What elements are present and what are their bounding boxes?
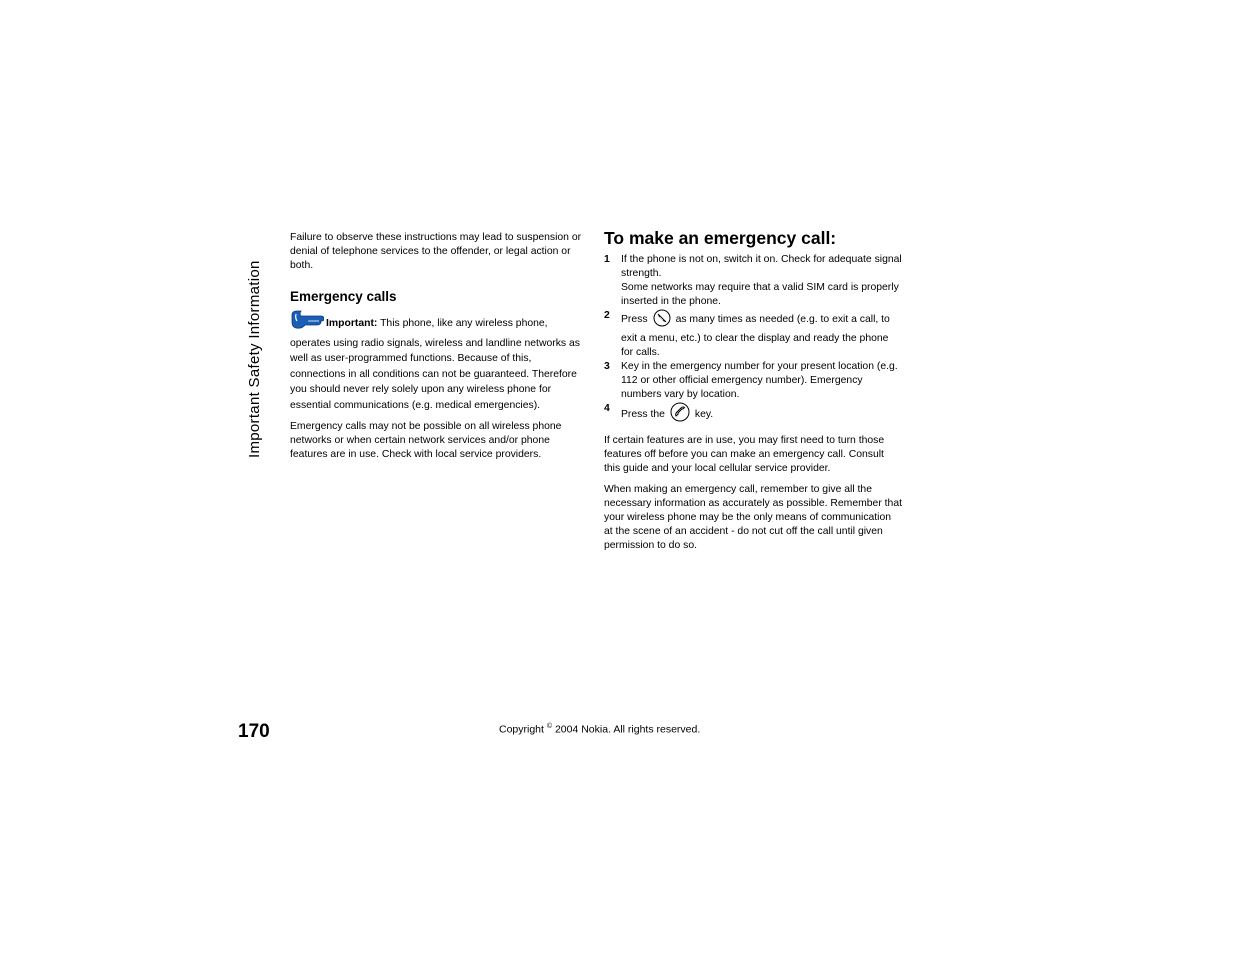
step-text: Key in the emergency number for your present location (e.g. 112 or other official emergency number). Emergency numbers vary by location. bbox=[621, 361, 898, 400]
copyright-notice: Copyright © 2004 Nokia. All rights reserved. bbox=[499, 723, 701, 736]
step-text-pre: Press bbox=[621, 314, 648, 325]
step-text-post: key. bbox=[694, 409, 714, 420]
call-key-icon bbox=[670, 402, 690, 427]
step-text-post: as many times as needed (e.g. to exit a call, to exit a menu, etc.) to clear the display and ready the phone for calls. bbox=[621, 314, 890, 358]
intro-paragraph: Failure to observe these instructions may lead to suspension or denial of telephone services to the offender, or legal action or both. bbox=[290, 232, 582, 271]
important-label: Important: bbox=[326, 318, 378, 329]
step-subtext: Some networks may require that a valid SIM card is properly inserted in the phone. bbox=[621, 282, 899, 307]
step-number: 3 bbox=[604, 361, 610, 372]
information-paragraph: When making an emergency call, remember to give all the necessary information as accurately as possible. Remember that your wireless phone may be the only means of communication at the scene of an accident - do not cut off the call until given permission to do so. bbox=[604, 484, 903, 551]
important-note bbox=[290, 310, 584, 413]
important-text: This phone, like any wireless phone, operates using radio signals, wireless and landline networks as well as user-programmed functions. Because of this, connections in all conditions can not be guaranteed. Therefore you should never rely solely upon any wireless phone for essential communications (e.g. medical emergencies). bbox=[290, 318, 580, 411]
page-number: 170 bbox=[238, 721, 270, 742]
left-column bbox=[290, 231, 584, 469]
step-number: 1 bbox=[604, 254, 610, 265]
steps-list bbox=[604, 253, 902, 427]
network-paragraph: Emergency calls may not be possible on all wireless phone networks or when certain network services and/or phone features are in use. Check with local service providers. bbox=[290, 421, 562, 460]
end-key-icon bbox=[653, 309, 671, 332]
right-column bbox=[604, 228, 903, 560]
copyright-symbol: © bbox=[546, 723, 553, 730]
emergency-calls-heading: Emergency calls bbox=[290, 289, 397, 304]
list-item bbox=[604, 253, 902, 309]
emergency-call-heading: To make an emergency call: bbox=[604, 228, 837, 248]
features-paragraph: If certain features are in use, you may first need to turn those features off before you can make an emergency call. Consult this guide and your local cellular service provider. bbox=[604, 435, 885, 474]
step-number: 4 bbox=[604, 403, 610, 414]
step-text: If the phone is not on, switch it on. Check for adequate signal strength. bbox=[621, 254, 902, 279]
list-item bbox=[604, 360, 902, 402]
hand-pointer-icon bbox=[290, 310, 324, 336]
list-item bbox=[604, 402, 902, 427]
list-item bbox=[604, 309, 902, 360]
section-side-title: Important Safety Information bbox=[246, 260, 263, 458]
step-text-pre: Press the bbox=[621, 409, 665, 420]
step-number: 2 bbox=[604, 310, 610, 321]
